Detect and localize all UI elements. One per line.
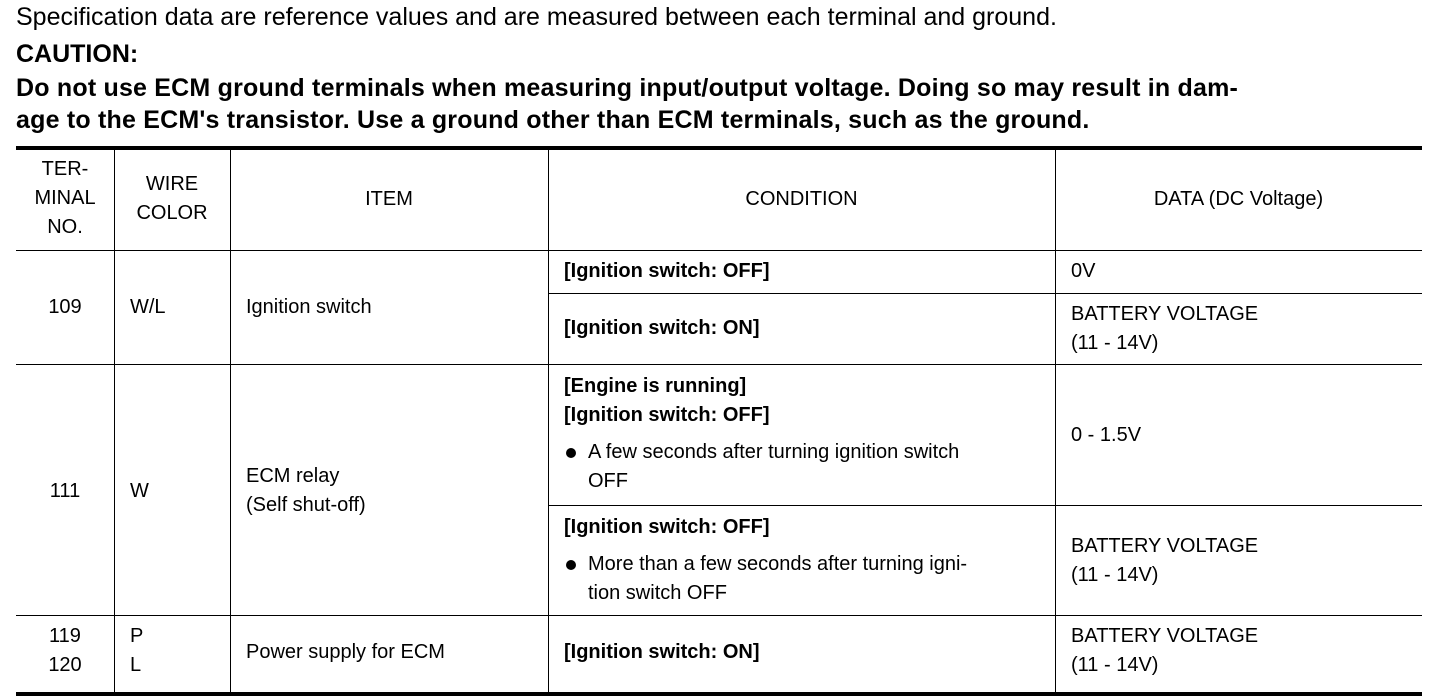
condition-bullet: More than a few seconds after turning igni- tion switch OFF [564, 550, 1058, 608]
header-divider [16, 250, 1422, 251]
col-divider [114, 150, 115, 692]
condition-line: [Ignition switch: ON] [564, 317, 760, 339]
col-divider [1055, 150, 1056, 692]
wire-color: W/L [130, 296, 166, 318]
condition-lines: [Engine is running] [Ignition switch: OFF] [564, 375, 770, 426]
col-divider [548, 150, 549, 692]
condition-line: [Ignition switch: OFF] [564, 260, 770, 282]
wire-color: P L [130, 625, 144, 676]
item-label: Power supply for ECM [246, 641, 445, 663]
data-value: BATTERY VOLTAGE (11 - 14V) [1071, 625, 1259, 676]
condition-line: [Ignition switch: OFF] [564, 516, 770, 538]
header-item: ITEM [365, 188, 413, 210]
item-label: ECM relay (Self shut-off) [246, 465, 366, 516]
condition-bullet: A few seconds after turning ignition switch OFF [564, 438, 1058, 496]
terminal-table [16, 146, 1422, 696]
condition-divider [548, 505, 1422, 506]
data-value: BATTERY VOLTAGE (11 - 14V) [1071, 535, 1259, 586]
row-divider [16, 615, 1422, 616]
header-condition: CONDITION [745, 188, 858, 210]
row-divider [16, 364, 1422, 365]
data-value: 0 - 1.5V [1071, 424, 1142, 446]
data-value: 0V [1071, 260, 1096, 282]
wire-color: W [130, 480, 149, 502]
terminal-no: 119 120 [48, 625, 82, 676]
terminal-no: 109 [48, 296, 82, 318]
caution-line-1: Do not use ECM ground terminals when measuring input/output voltage. Doing so may result in dam- [16, 74, 1239, 102]
condition-divider [548, 293, 1422, 294]
caution-line-2: age to the ECM's transistor. Use a ground other than ECM terminals, such as the ground. [16, 106, 1090, 134]
caution-title: CAUTION: [16, 40, 139, 68]
header-data: DATA (DC Voltage) [1153, 188, 1324, 210]
intro-text: Specification data are reference values and are measured between each terminal and ground. [16, 3, 1057, 31]
header-terminal-no: TER- MINAL NO. [34, 158, 96, 238]
col-divider [230, 150, 231, 692]
data-value: BATTERY VOLTAGE (11 - 14V) [1071, 303, 1259, 354]
item-label: Ignition switch [246, 296, 372, 318]
caution-text [16, 72, 1426, 136]
condition-line: [Ignition switch: ON] [564, 641, 760, 663]
header-wire-color: WIRE COLOR [136, 173, 208, 224]
terminal-no: 111 [49, 480, 81, 502]
